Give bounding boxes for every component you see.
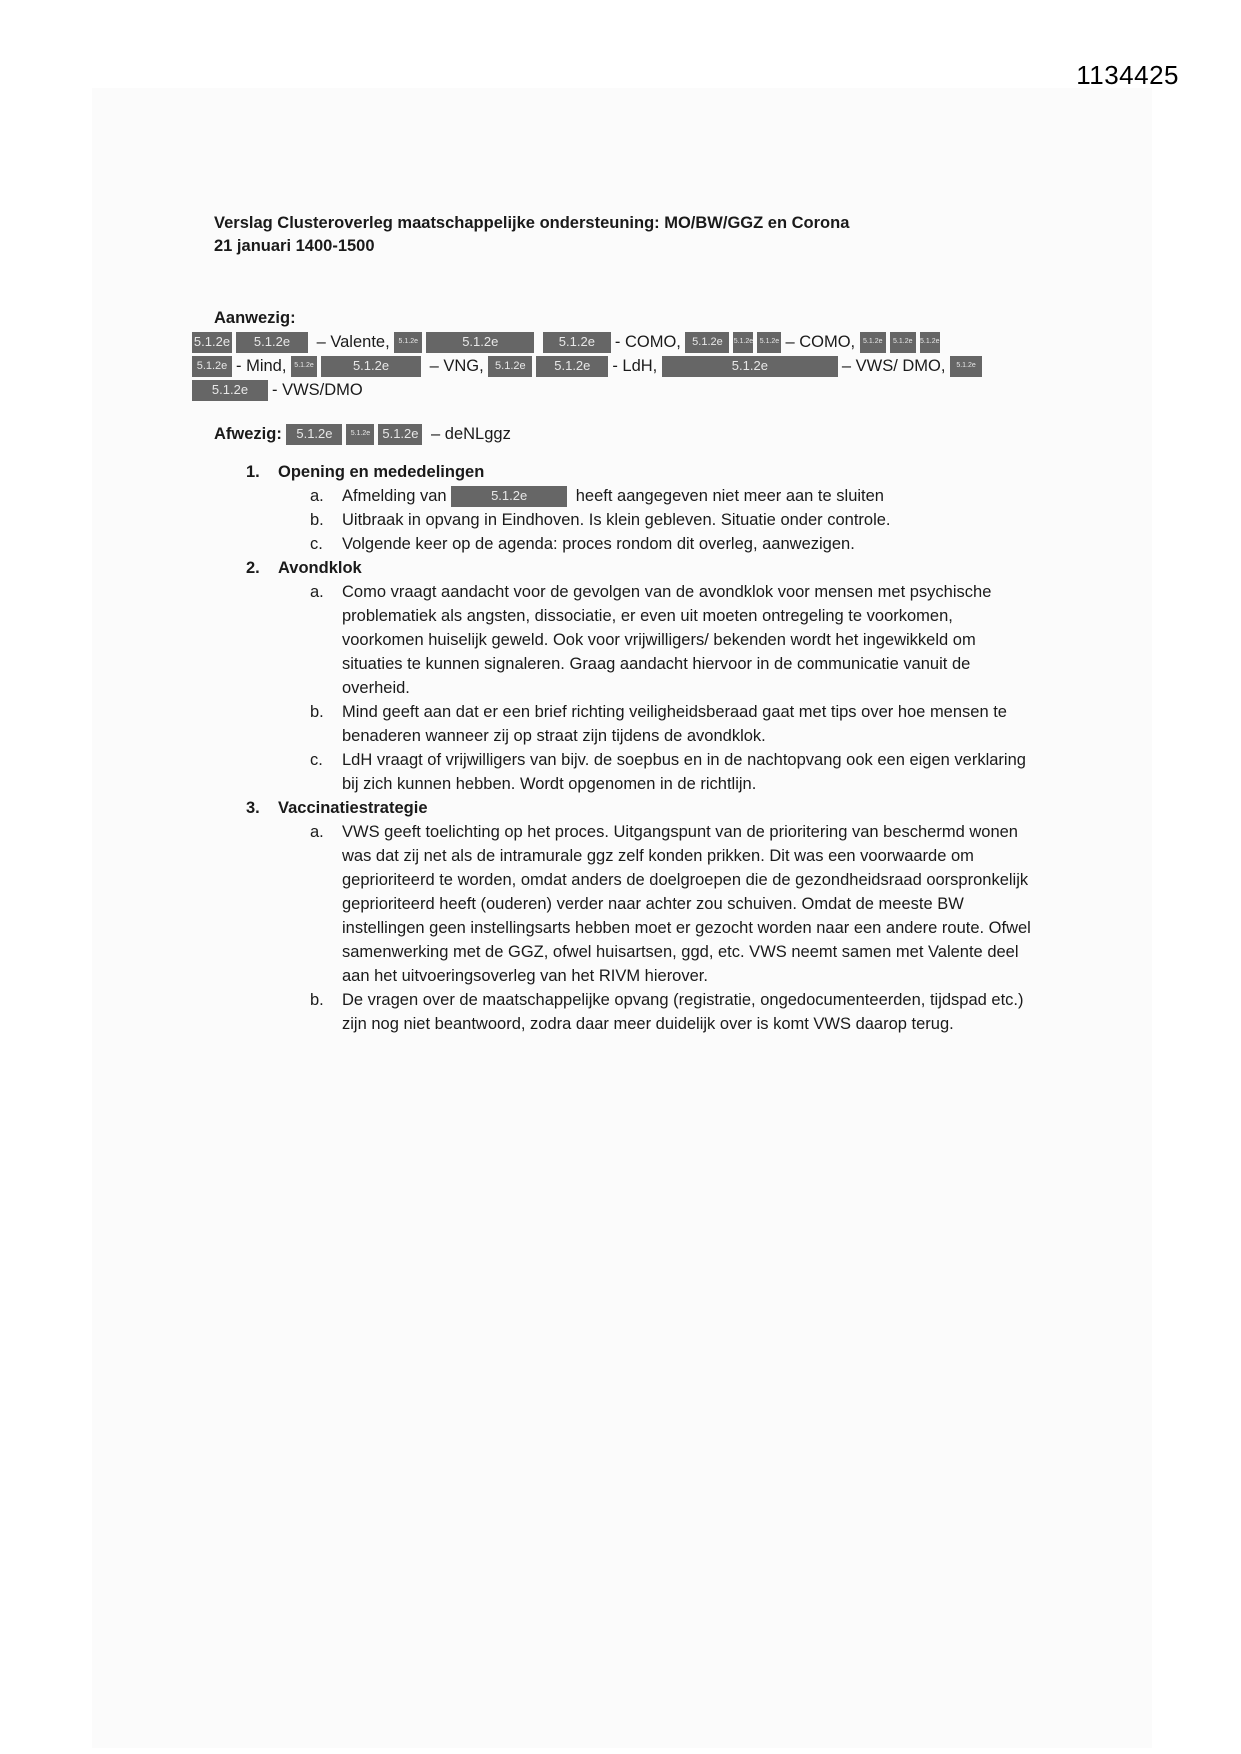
agenda-subitem bbox=[278, 748, 1034, 796]
agenda-list bbox=[214, 460, 1034, 1036]
agenda-item bbox=[214, 796, 1034, 1036]
redaction-box: 5.1.2e bbox=[860, 332, 886, 353]
subitem-text: Uitbraak in opvang in Eindhoven. Is klein gebleven. Situatie onder controle. bbox=[342, 511, 891, 529]
redaction-box: 5.1.2e bbox=[291, 356, 317, 377]
agenda-subitem bbox=[278, 508, 1034, 532]
agenda-item-title: Vaccinatiestrategie bbox=[278, 799, 428, 817]
subitem-letter: a. bbox=[310, 823, 324, 841]
subitem-letter: a. bbox=[310, 583, 324, 601]
redaction-box: 5.1.2e bbox=[346, 424, 374, 445]
agenda-item bbox=[214, 556, 1034, 796]
subitem-letter: b. bbox=[310, 703, 324, 721]
document-number: 1134425 bbox=[1076, 60, 1179, 90]
redaction-box: 5.1.2e bbox=[685, 332, 729, 353]
redaction-box: 5.1.2e bbox=[378, 424, 422, 445]
redaction-box: 5.1.2e bbox=[662, 356, 838, 377]
subitem-text: Volgende keer op de agenda: proces rondom dit overleg, aanwezigen. bbox=[342, 535, 855, 553]
absentees-section bbox=[214, 422, 1034, 446]
redaction-box: 5.1.2e bbox=[488, 356, 532, 377]
subitem-text: LdH vraagt of vrijwilligers van bijv. de soepbus en in de nachtopvang ook een eigen verklaring bij zich kunnen hebben. Wordt opgenomen in de richtlijn. bbox=[342, 751, 1026, 793]
attendee-org-vng: – VNG, bbox=[429, 357, 484, 375]
redaction-box: 5.1.2e bbox=[286, 424, 342, 445]
redaction-box: 5.1.2e bbox=[426, 332, 534, 353]
agenda-subitem bbox=[278, 484, 1034, 508]
agenda-subitems bbox=[278, 484, 1034, 556]
attendee-org-vws-dmo: – VWS/ DMO, bbox=[841, 357, 946, 375]
report-body bbox=[193, 212, 1034, 1036]
agenda-subitems bbox=[278, 580, 1034, 796]
redaction-box: 5.1.2e bbox=[451, 486, 567, 507]
agenda-subitem bbox=[278, 988, 1034, 1036]
subitem-letter: c. bbox=[310, 751, 323, 769]
attendee-org-valente: – Valente, bbox=[316, 333, 390, 351]
redaction-box: 5.1.2e bbox=[394, 332, 422, 353]
agenda-item-title: Opening en mededelingen bbox=[278, 463, 485, 481]
agenda-subitem bbox=[278, 820, 1034, 988]
subitem-text: Mind geeft aan dat er een brief richting veiligheidsberaad gaat met tips over hoe mensen te benaderen wanneer zij op straat zijn tijdens de avondklok. bbox=[342, 703, 1007, 745]
subitem-text: De vragen over de maatschappelijke opvang (registratie, ongedocumenteerden, tijdspad etc.) zijn nog niet beantwoord, zodra daar meer duidelijk over is komt VWS daarop terug. bbox=[342, 991, 1024, 1033]
agenda-subitems bbox=[278, 820, 1034, 1036]
attendee-org-como: - COMO, bbox=[614, 333, 681, 351]
agenda-subitem bbox=[278, 532, 1034, 556]
subitem-text bbox=[342, 484, 1034, 508]
subitem-letter: c. bbox=[310, 535, 323, 553]
subitem-letter: b. bbox=[310, 511, 324, 529]
subitem-text: Como vraagt aandacht voor de gevolgen van de avondklok voor mensen met psychische problematiek als angsten, dissociatie, er even uit moeten ontregeling te voorkomen, voorkomen huiselijk geweld. Ook voor vrijwilligers/ bekenden wordt het ingewikkeld om situaties te kunnen signaleren. Graag aandacht hiervoor in de communicatie vanuit de overheid. bbox=[342, 583, 992, 697]
redaction-box: 5.1.2e bbox=[543, 332, 611, 353]
redaction-box: 5.1.2e bbox=[192, 332, 232, 353]
redaction-box: 5.1.2e bbox=[920, 332, 940, 353]
redaction-box: 5.1.2e bbox=[192, 380, 268, 401]
redaction-box: 5.1.2e bbox=[236, 332, 308, 353]
attendees-label: Aanwezig: bbox=[214, 309, 296, 327]
subitem-text-pre: Afmelding van bbox=[342, 487, 447, 505]
agenda-item-title: Avondklok bbox=[278, 559, 362, 577]
subitem-letter: a. bbox=[310, 487, 324, 505]
attendees-section bbox=[193, 306, 1034, 402]
agenda-item-number: 3. bbox=[246, 799, 260, 817]
attendee-org-como-2: – COMO, bbox=[785, 333, 856, 351]
redaction-box: 5.1.2e bbox=[950, 356, 982, 377]
attendees-line-3 bbox=[192, 378, 1034, 402]
attendee-org-ldh: - LdH, bbox=[612, 357, 658, 375]
report-title: Verslag Clusteroverleg maatschappelijke ondersteuning: MO/BW/GGZ en Corona bbox=[214, 214, 850, 232]
attendee-org-vws-dmo-2: - VWS/DMO bbox=[272, 381, 363, 399]
report-date: 21 januari 1400-1500 bbox=[214, 237, 375, 255]
attendee-org-mind: - Mind, bbox=[236, 357, 287, 375]
redaction-box: 5.1.2e bbox=[536, 356, 608, 377]
attendees-line-1 bbox=[192, 330, 1034, 354]
redaction-box: 5.1.2e bbox=[757, 332, 781, 353]
subitem-text: VWS geeft toelichting op het proces. Uitgangspunt van de prioritering van beschermd wonen was dat zij net als de intramurale ggz zelf konden prikken. Dit was een voorwaarde om geprioriteerd te worden, omdat anders de doelgroepen die de gezondheidsraad oorspronkelijk geprioriteerd heeft (ouderen) verder naar achter zou schuiven. Omdat de meeste BW instellingen geen instellingsarts hebben moet er gezocht worden naar een andere route. Ofwel samenwerking met de GGZ, ofwel huisartsen, ggd, etc. VWS neemt samen met Valente deel aan het uitvoeringsoverleg van het RIVM hierover. bbox=[342, 823, 1031, 985]
redaction-box: 5.1.2e bbox=[192, 356, 232, 377]
subitem-letter: b. bbox=[310, 991, 324, 1009]
redaction-box: 5.1.2e bbox=[890, 332, 916, 353]
absentee-org-denlggz: – deNLggz bbox=[431, 425, 511, 443]
redaction-box: 5.1.2e bbox=[321, 356, 421, 377]
redaction-box: 5.1.2e bbox=[733, 332, 753, 353]
agenda-subitem bbox=[278, 700, 1034, 748]
agenda-subitem bbox=[278, 580, 1034, 700]
agenda-item bbox=[214, 460, 1034, 556]
absentees-label: Afwezig: bbox=[214, 425, 282, 443]
agenda-item-number: 2. bbox=[246, 559, 260, 577]
attendees-line-2 bbox=[192, 354, 1034, 378]
agenda-item-number: 1. bbox=[246, 463, 260, 481]
subitem-text-post: heeft aangegeven niet meer aan te sluiten bbox=[575, 487, 884, 505]
